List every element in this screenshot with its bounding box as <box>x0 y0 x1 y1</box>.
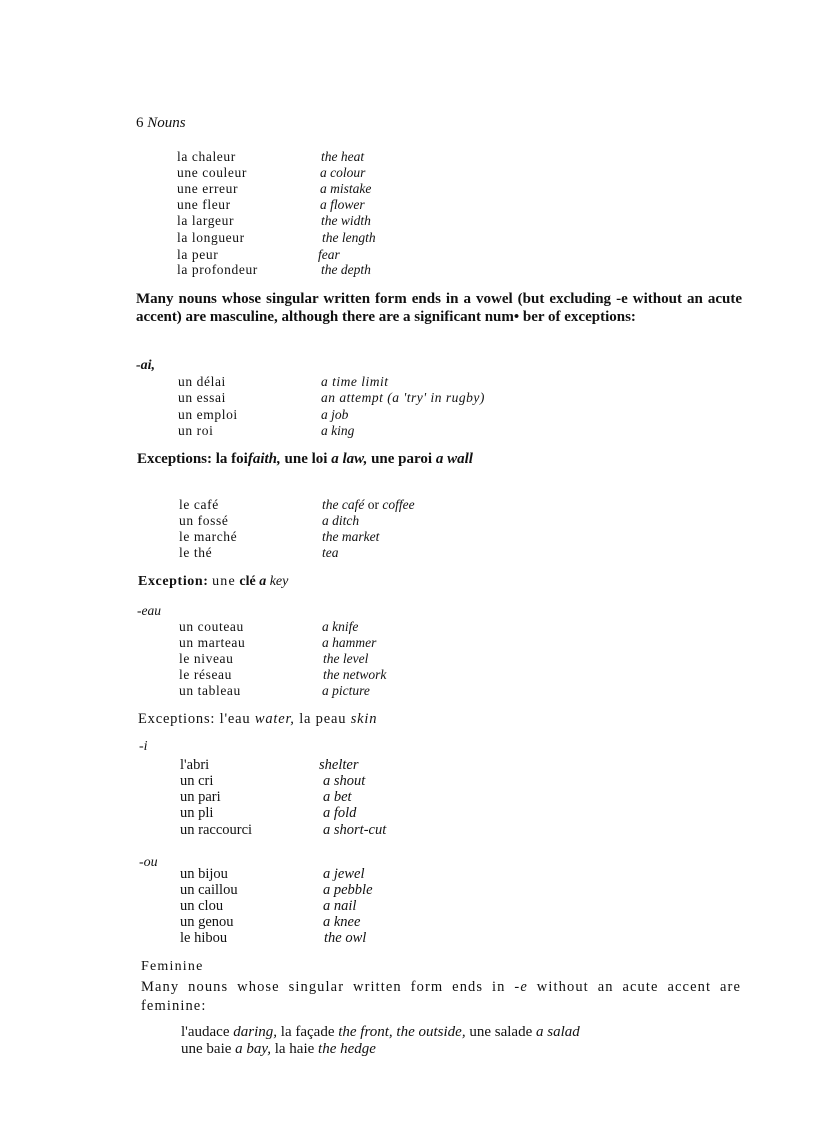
section-label-i: -i <box>139 739 148 754</box>
chapter-title: Nouns <box>147 115 186 131</box>
section-label-ou: -ou <box>139 855 158 870</box>
feminine-rule: Many nouns whose singular written form ends in -e without an acute accent are feminine: <box>141 979 742 1014</box>
feminine-examples-1: l'audace daring, la façade the front, the outside, une salade a salad <box>181 1024 580 1040</box>
feminine-examples-2: une baie a bay, la haie the hedge <box>181 1041 376 1057</box>
section-heading-feminine: Feminine <box>141 959 204 974</box>
section-label-eau: -eau <box>137 603 161 618</box>
section-label-ai: -ai, <box>136 358 156 373</box>
page-header <box>136 115 186 132</box>
exceptions-ai: Exceptions: la foifaith, une loi a law, une paroi a wall <box>137 451 473 467</box>
exceptions-eau: Exceptions: l'eau water, la peau skin <box>138 711 378 727</box>
exception-cle: Exception: une clé a key <box>138 574 289 589</box>
page-number: 6 <box>136 115 144 131</box>
masculine-rule: Many nouns whose singular written form ends in a vowel (but excluding -e without an acute accent) are masculine, although there are a significant num• ber of exceptions: <box>136 291 742 325</box>
